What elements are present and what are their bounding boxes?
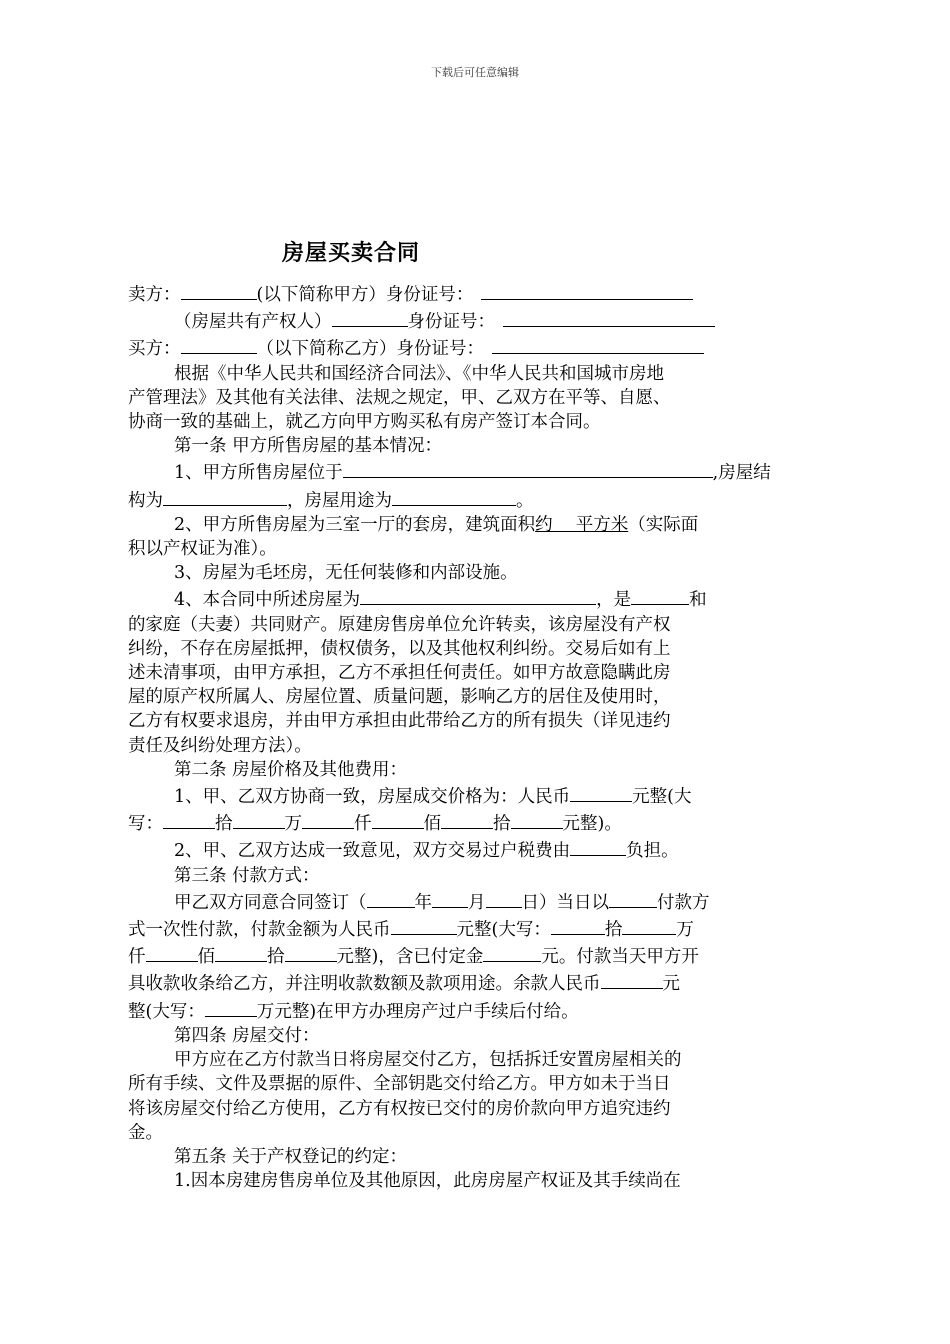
paragraph-line: 将该房屋交付给乙方使用，乙方有权按已交付的房价款向甲方追究违约 bbox=[128, 1098, 671, 1119]
balance-uppercase-line: 整(大写： 万元整)在甲方办理房产过户手续后付给。 bbox=[128, 997, 832, 1024]
buyer-line: 买方： （以下简称乙方）身份证号： bbox=[128, 334, 832, 361]
paragraph-line: 积以产权证为准）。 bbox=[128, 539, 277, 560]
article-5-heading: 第五条 关于产权登记的约定： bbox=[174, 1146, 408, 1167]
article-3-heading: 第三条 付款方式： bbox=[174, 865, 320, 886]
house-location-line: 1、甲方所售房屋位于 ,房屋结 bbox=[128, 458, 832, 485]
paragraph-line: 甲方应在乙方付款当日将房屋交付乙方，包括拆迁安置房屋相关的 bbox=[174, 1050, 682, 1071]
price-uppercase-line: 写： 拾 万 仟 佰 拾 元整)。 bbox=[128, 809, 832, 836]
article-1-heading: 第一条 甲方所售房屋的基本情况： bbox=[174, 436, 443, 457]
paragraph-line: 屋的原产权所属人、房屋位置、质量问题，影响乙方的居住及使用时， bbox=[128, 687, 671, 708]
price-line: 1、甲、乙双方协商一致，房屋成交价格为：人民币 元整(大 bbox=[128, 782, 832, 809]
payment-date-line: 甲乙双方同意合同签订（ 年 月 日）当日以 付款方 bbox=[128, 888, 832, 915]
payment-amount-line: 式一次性付款，付款金额为人民币 元整(大写： 拾 万 bbox=[128, 915, 832, 942]
document-title: 房屋买卖合同 bbox=[282, 241, 421, 266]
balance-line: 具收款收条给乙方，并注明收款数额及款项用途。余款人民币 元 bbox=[128, 969, 832, 996]
paragraph-line: 所有手续、文件及票据的原件、全部钥匙交付给乙方。甲方如未于当日 bbox=[128, 1074, 671, 1095]
article-2-heading: 第二条 房屋价格及其他费用： bbox=[174, 759, 408, 780]
payment-uppercase-line: 仟 佰 拾 元整)，含已付定金 元。付款当天甲方开 bbox=[128, 942, 832, 969]
article-4-heading: 第四条 房屋交付： bbox=[174, 1025, 320, 1046]
tax-line: 2、甲、乙双方达成一致意见，双方交易过户税费由 负担。 bbox=[128, 836, 832, 863]
paragraph-line: 产管理法》及其他有关法律、法规之规定，甲、乙双方在平等、自愿、 bbox=[128, 387, 671, 408]
co-owner-line: （房屋共有产权人） 身份证号： bbox=[128, 307, 832, 334]
paragraph-line: 1.因本房建房售房单位及其他原因，此房房屋产权证及其手续尚在 bbox=[174, 1171, 681, 1192]
seller-line: 卖方： (以下简称甲方）身份证号： bbox=[128, 280, 832, 307]
paragraph-line: 协商一致的基础上，就乙方向甲方购买私有房产签订本合同。 bbox=[128, 412, 601, 433]
paragraph-line: 纠纷，不存在房屋抵押，债权债务，以及其他权利纠纷。交易后如有上 bbox=[128, 638, 671, 659]
ownership-line: 4、本合同中所述房屋为 ，是 和 bbox=[128, 585, 832, 612]
page-header-note: 下载后可任意编辑 bbox=[431, 66, 519, 79]
paragraph-line: 金。 bbox=[128, 1122, 163, 1143]
paragraph-line: 3、房屋为毛坯房，无任何装修和内部设施。 bbox=[174, 563, 518, 584]
house-area-line: 2、甲方所售房屋为三室一厅的套房，建筑面积约 平方米（实际面 bbox=[174, 514, 699, 535]
paragraph-line: 根据《中华人民共和国经济合同法》、《中华人民共和国城市房地 bbox=[174, 363, 664, 384]
paragraph-line: 乙方有权要求退房，并由甲方承担由此带给乙方的所有损失（详见违约 bbox=[128, 711, 671, 732]
house-structure-line: 构为 ，房屋用途为 。 bbox=[128, 486, 832, 513]
paragraph-line: 责任及纠纷处理方法）。 bbox=[128, 735, 312, 756]
paragraph-line: 述未清事项，由甲方承担，乙方不承担任何责任。如甲方故意隐瞒此房 bbox=[128, 663, 671, 684]
contract-body bbox=[128, 280, 832, 1193]
paragraph-line: 的家庭（夫妻）共同财产。原建房售房单位允许转卖，该房屋没有产权 bbox=[128, 614, 671, 635]
